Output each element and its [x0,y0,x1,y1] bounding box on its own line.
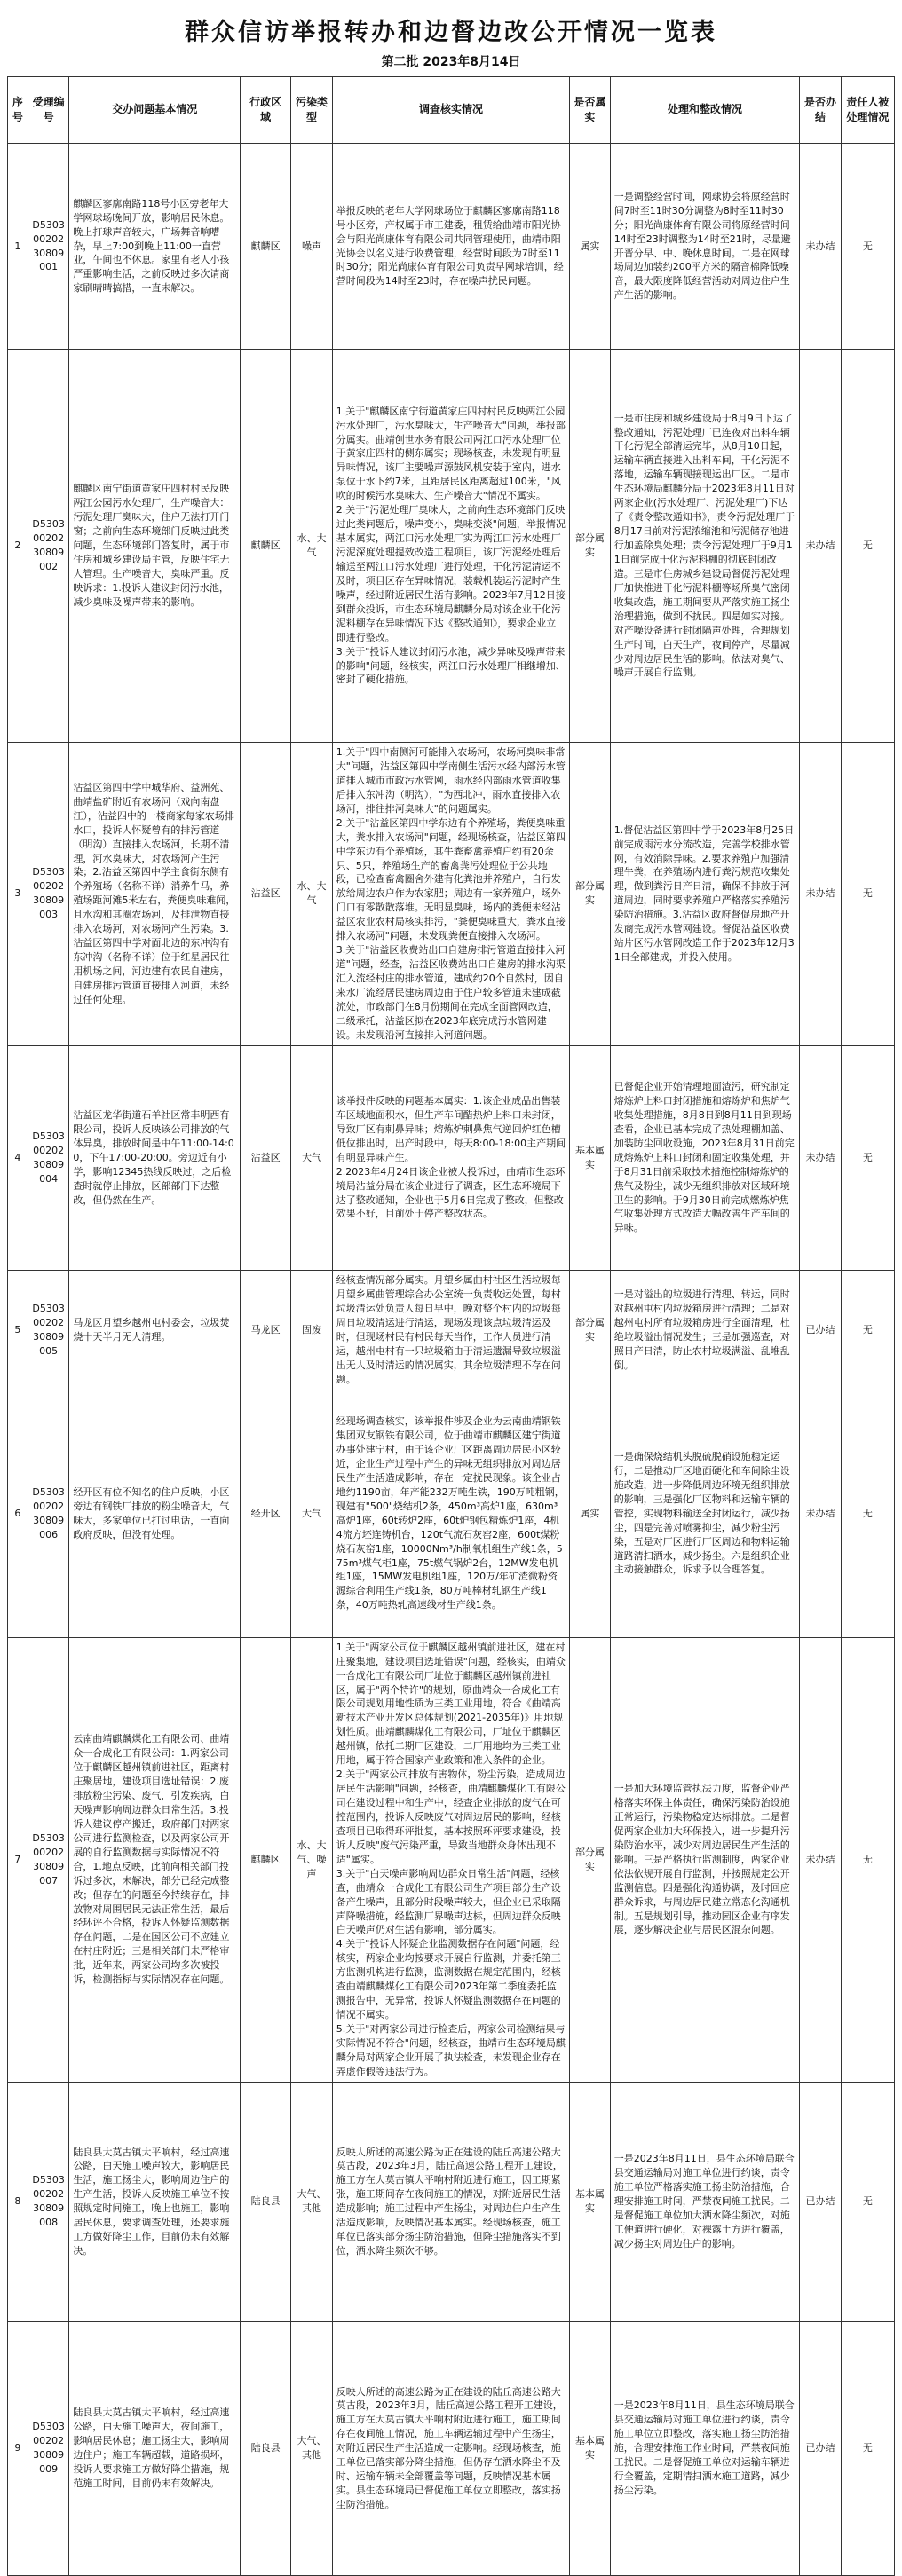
cell-investigation: 经现场调查核实，该举报件涉及企业为云南曲靖钢铁集团双友钢铁有限公司，位于曲靖市麒麟区建宁街道办事处建宁村，由于该企业厂区距离周边居民小区较近，企业生产过程中产生的异味无组织排放对周边居民生产生活造成影响，存在一定扰民现象。该企业占地约1190亩，年产能232万吨生铁，190万吨粗钢，现建有"500"烧结机2条，450m³高炉1座，630m³高炉1座，60t转炉2座，60t炉钢包精炼炉1座，4机4流方坯连铸机台，120t气流石灰窑2座，600t煤粉烧石灰窑1座，10000Nm³/h制氧机组生产线1条，575m³煤气柜1座，75t燃气锅炉2台，12MW发电机组1座，15MW发电机组1座，120万/年矿渣微粉资源综合利用生产线1条，80万吨棒材轧钢生产线1条，40万吨热轧高速线材生产线1条。 [332,1390,569,1637]
document-title: 群众信访举报转办和边督边改公开情况一览表 [185,19,717,46]
cell-type: 水、大气 [291,743,333,1046]
cell-measures: 1.督促沾益区第四中学于2023年8月25日前完成雨污水分流改造，完善学校排水管网，有效消除异味。2.要求养殖户加强清理牛粪，在养殖场内进行粪污规范收集处理，做到粪污日产日清，确保不排放于河道周边，同时要求养殖户严格落实养殖污染防治措施。3.沾益区政府督促房地产开发商完成污水管网建设。督促沾益区收费站片区污水管网改造工作于2023年12月31日全部建成，并投入使用。 [610,743,799,1046]
cell-concluded: 未办结 [800,1045,842,1270]
cell-area: 经开区 [241,1390,291,1637]
cell-id: D53030020230809004 [28,1045,69,1270]
cell-id: D53030020230809007 [28,1637,69,2082]
cell-content: 沾益区第四中学中城华府、益洲苑、曲靖盐矿附近有农场河（戏向南盘江），沾益四中的一楼商家每家农场排水口，投诉人怀疑曾有的排污管道（明沟）直接排入农场河，长期不清理，河水臭味大，对农场河产生污染；2.沾益区第四中学主食街东侧有个养殖场（名称不详）消养牛马，养殖场距河滩5米左右，粪便臭味难闻，且水沟和其圈农场河，及排泄物直接排入农场河，对农场河产生污染。3.沾益区第四中学对面北边的东冲沟有东冲沟（名称不详）位于红星居民往用机场之间，河边建有农民自建房，自建房排污管道直接排入河道，未经过任何处理。 [69,743,241,1046]
cell-accountability: 无 [841,1637,894,2082]
header-content: 交办问题基本情况 [69,77,241,144]
cell-type: 大气、其他 [291,2321,333,2575]
cell-investigation: 举报反映的老年大学网球场位于麒麟区寥廓南路118号小区旁，产权属于市工建委，租赁给曲靖市阳光协会与阳光尚康体育有限公司共同管理使用，曲靖市阳光协会以名义进行收费管理，经营时间段为7时至11时30分；阳光尚康体育有限公司负责早网球培训，经营时间段为14时至23时，存在噪声扰民问题。 [332,144,569,350]
table-row [8,1270,895,1390]
cell-type: 水、大气、噪声 [291,1637,333,2082]
cell-measures: 一是确保烧结机头脱硫脱硝设施稳定运行，二是推动厂区地面硬化和车间除尘设施改造，进一步降低周边环境无组织排放的影响，三是强化厂区物料和运输车辆的管控，实现物料输送全封闭运行，减少扬尘，四是完善对喷雾抑尘，减少粉尘污染，五是对厂区进行厂区周边和物料运输道路清扫洒水，减少扬尘。六是组织企业主动接触群众，诉求予以合理答复。 [610,1390,799,1637]
cell-measures: 一是调整经营时间，网球协会将原经营时间7时至11时30分调整为8时至11时30分；阳光尚康体育有限公司将原经营时间14时至23时调整为14时至21时，尽量避开晋分早、中、晚休息时间。二是在网球场周边加装约200平方米的隔音棉降低噪音，最大限度降低经营活动对周边住户生产生活的影响。 [610,144,799,350]
cell-no: 3 [8,743,28,1046]
cell-content: 麒麟区寥廓南路118号小区旁老年大学网球场晚间开放，影响居民休息。晚上打球声音较大，广场舞音响嘈杂，早上7:00到晚上11:00一直营业，午间也不休息。家里有老人小孩严重影响生活，之前反映过多次请商家刷晴晴搞措，一直未解决。 [69,144,241,350]
cell-investigation: 1.关于"两家公司位于麒麟区越州镇前进社区，建在村庄聚集地，建设项目选址错误"问题，经核实，曲靖众一合成化工有限公司厂址位于麒麟区越州镇前进社区，属于"两个特许"的规划，原曲靖众一合成化工有限公司规划用地性质为三类工业用地，符合《曲靖高新技术产业开发区总体规划(2021-2035年)》用地规划性质。曲靖麒麟煤化工有限公司，厂址位于麒麟区越州镇，依托二期厂区建设，二厂用地均为三类工业用地，属于符合国家产业政策和准入条件的企业。 2.关于"两家公司排放有害物体，粉尘污染，造成周边居民生活影响"问题，经核查，曲靖麒麟煤化工有限公司在建设过程中和生产中，经查企业排放的废气在可控范围内，投诉人反映废气对周边居民的影响，经核查项目已取得环评批复，基本按照环评要求建设，投诉人反映"废气污染严重，导致当地群众身体出现不适"属实。 3.关于"白天噪声影响周边群众日常生活"问题，经核查，曲靖众一合成化工有限公司生产项目部分生产设备产生噪声，且部分时段噪声较大，但企业已采取隔声降噪措施，经监测厂界噪声达标，但周边群众反映白天噪声仍对生活有影响，部分属实。 4.关于"投诉人怀疑企业监测数据存在问题"问题，经核实，两家企业均按要求开展自行监测，并委托第三方监测机构进行监测，监测数据在规定范围内，经核查曲靖麒麟煤化工有限公司2023年第二季度委托监测报告中，无异常，投诉人怀疑监测数据存在问题的情况不属实。 5.关于"对两家公司进行检查后，两家公司检测结果与实际情况不符合"问题，经核查，曲靖市生态环境局麒麟分局对两家企业开展了执法检查，未发现企业存在弄虚作假等违法行为。 [332,1637,569,2082]
cell-area: 马龙区 [241,1270,291,1390]
cell-id: D53030020230809008 [28,2082,69,2321]
cell-type: 固废 [291,1270,333,1390]
cell-accountability: 无 [841,743,894,1046]
table-row [8,1045,895,1270]
cell-concluded: 未办结 [800,350,842,743]
cell-type: 噪声 [291,144,333,350]
header-is-true: 是否属实 [570,77,611,144]
cell-investigation: 反映人所述的高速公路为正在建设的陆丘高速公路大莫古段，2023年3月，陆丘高速公路工程开工建设，施工方在大莫古镇大平响村附近进行施工，施工期间存在夜间施工情况，施工车辆运输过程中产生扬尘，对附近居民生产生活造成一定影响。经现场核查，施工单位已落实部分降尘措施，但仍存在洒水降尘不及时、运输车辆未全部覆盖等问题，反映情况基本属实。县生态环境局已督促施工单位立即整改，落实扬尘防治措施。 [332,2321,569,2575]
cell-accountability: 无 [841,1390,894,1637]
header-accountability: 责任人被处理情况 [841,77,894,144]
header-area: 行政区域 [241,77,291,144]
cell-type: 大气、其他 [291,2082,333,2321]
cell-measures: 一是市住房和城乡建设局于8月9日下达了整改通知，污泥处理厂已连夜对出料车辆干化污泥全部清运完毕，从8月10日起，运输车辆直接进入出料车间，干化污泥不落地，运输车辆现接现运出厂区。二是市生态环境局麒麟分局于2023年8月11日对两家企业(污水处理厂、污泥处理厂)下达了《责令整改通知书》，责令污泥处理厂于8月17日前对污泥浓缩池和污泥储存池进行加盖除臭处理；责令污泥处理厂于9月11日前完成干化污泥料棚的彻底封闭改造。三是市住房城乡建设局督促污泥处理厂加快推进干化污泥料棚等场所臭气密闭收集改造，施工期间要从严落实施工扬尘治理措施，做到不扰民。四是如实对接。对产噪设备进行封闭隔声处理，合理规划生产时间，白天生产，夜间停产，尽量减少对周边居民生活的影响。依法对臭气、噪声开展自行监测。 [610,350,799,743]
cell-measures: 已督促企业开始清理地面渣污，研究制定熔炼炉上料口封闭措施和熔炼炉和焦炉气收集处理措施，8月8日到8月11日到现场查看，企业已基本完成了热处理棚加盖、加装防尘回收设施，2023年8月31日前完成熔炼炉上料口封闭和固定收集处理，并于8月31日前采取技术措施控制熔炼炉的焦气及粉尘，减少无组织排放对区域环境卫生的影响。于9月30日前完成燃炼炉焦气收集处理方式改造大幅改善生产车间的异味。 [610,1045,799,1270]
cell-type: 大气 [291,1045,333,1270]
cell-id: D53030020230809002 [28,350,69,743]
header-concluded: 是否办结 [800,77,842,144]
cell-is-true: 部分属实 [570,1637,611,2082]
cell-no: 4 [8,1045,28,1270]
cell-no: 6 [8,1390,28,1637]
cell-content: 经开区有位不知名的住户反映，小区旁边有钢铁厂排放的粉尘噪音大，气味大，多家单位已打过电话，一直向政府反映，但没有处理。 [69,1390,241,1637]
cell-investigation: 经核查情况部分属实。月望乡属曲村社区生活垃圾每月望乡属曲管理综合办公室统一负责收运处置，每村垃圾清运处负责人每日早中，晚对整个村内的垃圾每周日垃圾清运进行清运，现场发现该点垃圾清运及时，但现场村民有村民每天当作，工作人员进行清运，越州屯村有一只垃圾箱由于清运遗漏导致垃圾溢出无人及时清运的情况属实，其余垃圾清理不存在问题。 [332,1270,569,1390]
cell-accountability: 无 [841,350,894,743]
table-row [8,743,895,1046]
cell-investigation: 该举报件反映的问题基本属实：1.该企业成品出售装车区域地面积水，但生产车间醋热炉上料口未封闭，导致厂区有刺鼻异味；熔炼炉刺鼻焦气逆回炉红色槽低位排出时，出产时段中，每天8:00-18:00主产期间有明显异味产生。 2.2023年4月24日该企业被人投诉过，曲靖市生态环境局沾益分局在该企业进行了调查，区生态环境局下达了整改通知，企业也于5月6日完成了整改，但整改效果不好，目前处于停产整改状态。 [332,1045,569,1270]
cell-no: 7 [8,1637,28,2082]
cell-content: 云南曲靖麒麟煤化工有限公司、曲靖众一合成化工有限公司：1.两家公司位于麒麟区越州镇前进社区，距离村庄聚居地，建设项目选址错误：2.废排放粉尘污染、废气，引发疾病，白天噪声影响周边群众日常生活。3.投诉人建议停产搬迁，政府部门对两家公司进行监测检查，以及两家公司开展的自行监测数据与实际情况不符合，1.地点反映，此前向相关部门投诉过多次，未解决，部分已经完成整改；但存在的问题至今持续存在，排放物对周围居民无法正常生活，最后经环评不合格，投诉人怀疑监测数据存在问题，二是在国区公司不应建立在村庄附近；三是相关部门未严格审批，近年来，两家公司均多次被投诉，检测指标与实际情况存在问题。 [69,1637,241,2082]
cell-no: 2 [8,350,28,743]
table-header-row [8,77,895,144]
cell-accountability: 无 [841,2082,894,2321]
table-row [8,1637,895,2082]
cell-measures: 一是2023年8月11日，县生态环境局联合县交通运输局对施工单位进行约谈，责令施工单位严格落实施工扬尘防治措施，合理安排施工时间，严禁夜间施工扰民。二是督促施工单位加大洒水降尘频次，对施工便道进行硬化，对裸露土方进行覆盖，减少扬尘对周边住户的影响。 [610,2082,799,2321]
header-measures: 处理和整改情况 [610,77,799,144]
table-row [8,2321,895,2575]
cell-id: D53030020230809001 [28,144,69,350]
petition-table [7,76,895,2576]
cell-concluded: 未办结 [800,743,842,1046]
cell-area: 麒麟区 [241,1637,291,2082]
header-no: 序号 [8,77,28,144]
cell-area: 麒麟区 [241,350,291,743]
cell-is-true: 基本属实 [570,2321,611,2575]
cell-measures: 一是加大环境监管执法力度，监督企业严格落实环保主体责任，确保污染防治设施正常运行，污染物稳定达标排放。二是督促两家企业加大环保投入，进一步提升污染防治水平，减少对周边居民生产生活的影响。三是严格执行监测制度，两家企业依法依规开展自行监测，并按照规定公开监测信息。四是强化沟通协调，及时回应群众诉求，与周边居民建立常态化沟通机制。五是规划引导，推动园区企业有序发展，逐步解决企业与居民区混杂问题。 [610,1637,799,2082]
cell-accountability: 无 [841,1045,894,1270]
cell-concluded: 未办结 [800,1637,842,2082]
cell-id: D53030020230809009 [28,2321,69,2575]
cell-concluded: 已办结 [800,2082,842,2321]
table-row [8,2082,895,2321]
document-subtitle: 第二批 2023年8月14日 [381,55,521,69]
cell-investigation: 反映人所述的高速公路为正在建设的陆丘高速公路大莫古段，2023年3月，陆丘高速公路工程开工建设，施工方在大莫古镇大平响村附近进行施工，因工期紧张，施工期间存在夜间施工的情况，对附近居民生活造成影响；施工过程中产生扬尘，对周边住户生产生活造成影响，反映情况基本属实。经现场核查，施工单位已落实部分扬尘防治措施，但降尘措施落实不到位，洒水降尘频次不够。 [332,2082,569,2321]
cell-content: 麒麟区南宁街道黄家庄四村村民反映两江公园污水处理厂，生产噪音大：污泥处理厂臭味大，住户无法打开门窗；之前向生态环境部门反映过此类问题，生态环境部门答复时，属于市住房和城乡建设局主管，反映住宅无人管理。生产噪音大，臭味严重。反映诉求：1.投诉人建议封闭污水池，减少臭味及噪声带来的影响。 [69,350,241,743]
cell-concluded: 已办结 [800,1270,842,1390]
cell-accountability: 无 [841,2321,894,2575]
cell-concluded: 未办结 [800,144,842,350]
cell-is-true: 部分属实 [570,743,611,1046]
cell-id: D53030020230809003 [28,743,69,1046]
cell-accountability: 无 [841,144,894,350]
cell-is-true: 基本属实 [570,1045,611,1270]
table-row [8,350,895,743]
cell-is-true: 部分属实 [570,350,611,743]
cell-no: 1 [8,144,28,350]
cell-type: 大气 [291,1390,333,1637]
cell-type: 水、大气 [291,350,333,743]
cell-measures: 一是2023年8月11日，县生态环境局联合县交通运输局对施工单位进行约谈，责令施工单位立即整改，落实施工扬尘防治措施，合理安排施工作业时间，严禁夜间施工扰民。二是督促施工单位对运输车辆进行全覆盖，定期清扫洒水施工道路，减少扬尘污染。 [610,2321,799,2575]
cell-content: 马龙区月望乡越州屯村委会，垃圾焚烧十天半月无人清理。 [69,1270,241,1390]
cell-accountability: 无 [841,1270,894,1390]
cell-content: 陆良县大莫古镇大平响村，经过高速公路，白天施工噪声较大，影响居民生活，施工扬尘大，影响周边住户的生产生活，投诉人反映施工单位不按照规定时间施工，晚上也施工，影响居民休息，要求调查处理，还要求施工方做好降尘工作，目前仍未有效解决。 [69,2082,241,2321]
cell-measures: 一是对溢出的垃圾进行清理、转运，同时对越州屯村内垃圾箱房进行清理；二是对越州屯村所有垃圾箱房进行全面清理，杜绝垃圾溢出情况发生；三是加强巡查，对照日产日清，防止农村垃圾满溢、乱堆乱倒。 [610,1270,799,1390]
cell-is-true: 属实 [570,144,611,350]
header-id: 受理编号 [28,77,69,144]
cell-is-true: 部分属实 [570,1270,611,1390]
header-type: 污染类型 [291,77,333,144]
cell-content: 陆良县大莫古镇大平响村，经过高速公路，白天施工噪声大，夜间施工，影响居民休息；施工扬尘大，影响周边住户；施工车辆超载，道路损坏，投诉人要求施工方做好降尘措施，规范施工时间，目前仍未有效解决。 [69,2321,241,2575]
cell-investigation: 1.关于"四中南侧河可能排入农场河，农场河臭味非常大"问题，沾益区第四中学南侧生活污水经内部污水管道排入城市市政污水管网，雨水经内部雨水管道收集后排入东冲沟（明沟），"为西北冲，雨水直接排入农场河，排往排河臭味大"的问题属实。 2.关于"沾益区第四中学东边有个养殖场，粪便臭味重大，粪水排入农场河"问题，经现场核查，沾益区第四中学东边有个养殖场，其牛粪畜禽养殖户约有20余只、5只，养殖场生产的畜禽粪污处理位于公共地段，已检查畜禽圈舍外建有化粪池并养殖户，自行发放给周边农户作为农家肥；周边有一家养殖户，场外门口有零散散落堆。无明显臭味，场内的粪便未经沾益区农业农村局核实排污，"粪便臭味重大，粪水直接排入农场河"问题，未发现粪便直接排入农场河。 3.关于"沾益区收费站出口自建房排污管道直接排入河道"问题，经查，沾益区收费站出口自建房的排水沟渠汇入流经村庄的排水管道，建成约20个自然村，因自来水厂流经居民建房周边由于住户较多管道未建成截流处，市政部门在8月份期间在完成全面管网改造，二级承托，沾益区拟在2023年底完成污水管网建设。未发现沿河直接排入河道问题。 [332,743,569,1046]
cell-area: 陆良县 [241,2082,291,2321]
cell-area: 沾益区 [241,1045,291,1270]
cell-area: 麒麟区 [241,144,291,350]
cell-no: 8 [8,2082,28,2321]
header-investigation: 调查核实情况 [332,77,569,144]
cell-content: 沾益区龙华街道石羊社区常丰明西有限公司，投诉人反映该公司排放的气体异臭，排放时间是中午11:00-14:00，下午17:00-20:00。旁边近有小学，影响12345热线反映过，之后检查时就停止排放，区部部门下达整改，但仍然在生产。 [69,1045,241,1270]
cell-investigation: 1.关于"麒麟区南宁街道黄家庄四村村民反映两江公园污水处理厂，污水臭味大，生产噪音大"问题，举报部分属实。曲靖创世水务有限公司两江口污水处理厂位于黄家庄四村的侧东属实；现场核查，未发现有明显异味情况，该厂主要噪声源鼓风机安装于室内，进水泵位于水下约7米，且距居民区距离超过100米，"风吹的时候污水臭味大、生产噪音大"情况不属实。 2.关于"污泥处理厂臭味大，之前向生态环境部门反映过此类问题后，噪声变小，臭味变淡"问题，举报情况基本属实，两江口污水处理厂实为两江口污水处理厂污泥深度处理提效改造工程项目，该厂污泥经处理后输送至两江口污水处理厂进行处理，干化污泥清运不及时，项目区存在异味情况，装载机装运污泥时产生噪声，经过附近居民生活有影响。2023年7月12日接到群众投诉，市生态环境局麒麟分局对该企业干化污泥料棚存在异味情况下达《整改通知》，要求企业立即进行整改。 3.关于"投诉人建议封闭污水池，减少异味及噪声带来的影响"问题，经核实，两江口污水处理厂相继增加、密封了硬化措施。 [332,350,569,743]
table-row [8,144,895,350]
cell-area: 陆良县 [241,2321,291,2575]
cell-is-true: 属实 [570,1390,611,1637]
table-row [8,1390,895,1637]
cell-no: 5 [8,1270,28,1390]
cell-concluded: 未办结 [800,1390,842,1637]
cell-is-true: 基本属实 [570,2082,611,2321]
cell-concluded: 已办结 [800,2321,842,2575]
cell-area: 沾益区 [241,743,291,1046]
cell-no: 9 [8,2321,28,2575]
cell-id: D53030020230809006 [28,1390,69,1637]
cell-id: D53030020230809005 [28,1270,69,1390]
